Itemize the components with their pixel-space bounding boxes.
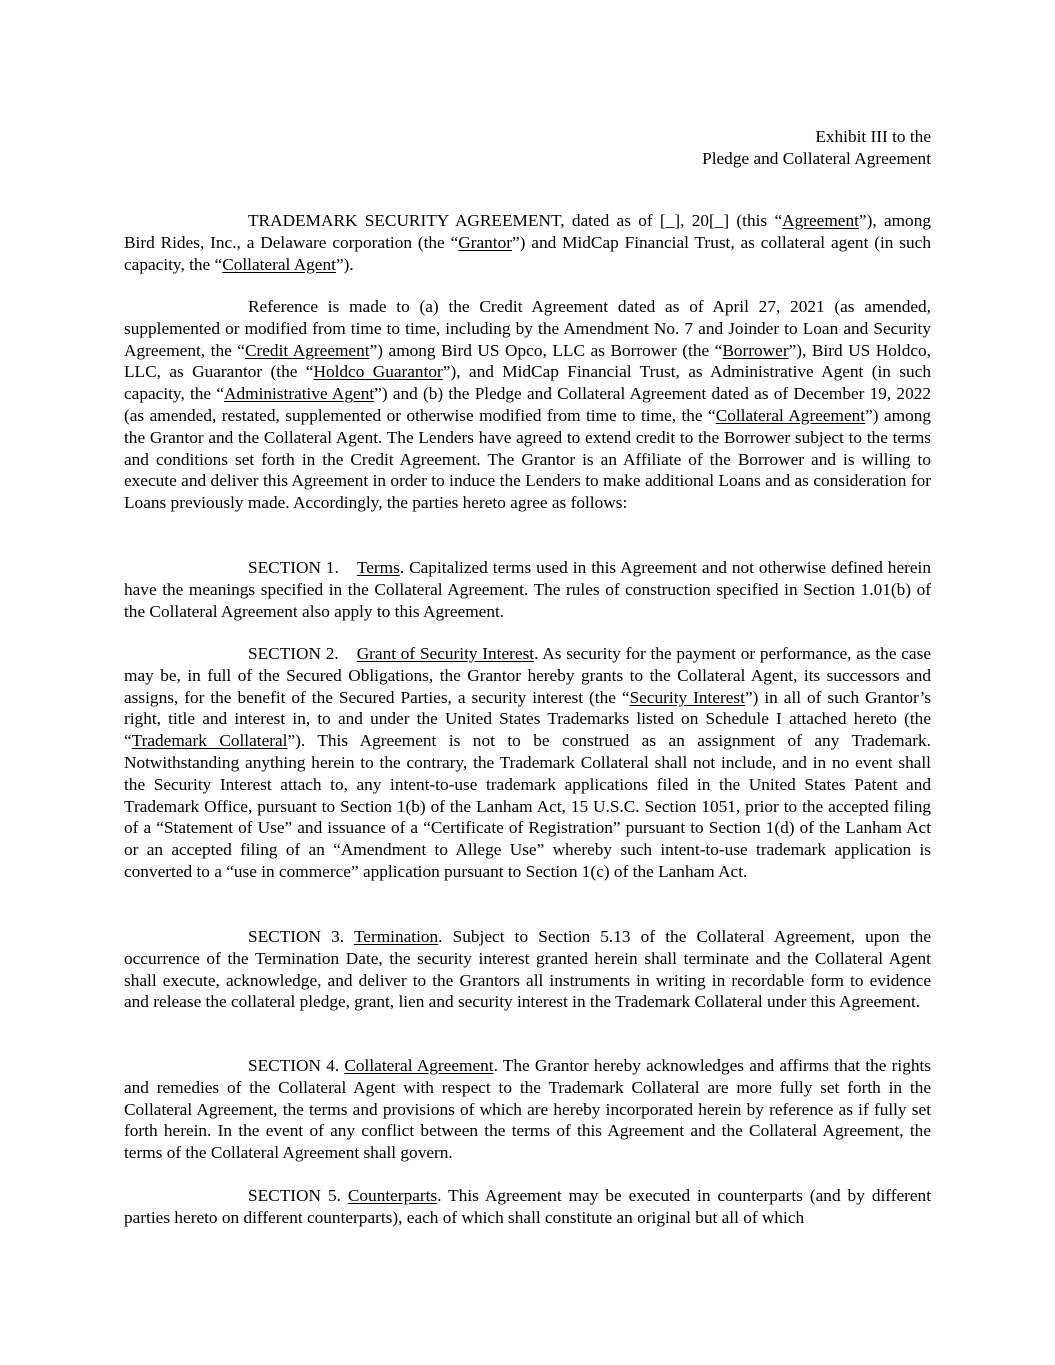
section-3-number: SECTION 3. xyxy=(248,927,345,946)
section-4-number: SECTION 4. xyxy=(248,1056,340,1075)
defined-term-administrative-agent: Administrative Agent xyxy=(224,384,375,404)
section-5-paragraph: SECTION 5. Counterparts. This Agreement may be executed in counterparts (and by different parties hereto on different counterparts), each of which shall constitute an original but all of which xyxy=(124,1186,931,1227)
intro-paragraph: TRADEMARK SECURITY AGREEMENT, dated as of [_], 20[_] (this “Agreement”), among Bird Rides, Inc., a Delaware corporation (the “Grantor”) and MidCap Financial Trust, as collateral agent (in such capacity, the “Collateral Agent”). xyxy=(124,211,931,274)
exhibit-line-1: Exhibit III to the xyxy=(815,127,931,146)
section-1-title: Terms xyxy=(356,558,400,577)
section-4-title: Collateral Agreement xyxy=(344,1056,494,1075)
section-1-number: SECTION 1. xyxy=(248,558,339,577)
section-4-paragraph: SECTION 4. Collateral Agreement. The Grantor hereby acknowledges and affirms that the rights and remedies of the Collateral Agent with respect to the Trademark Collateral are more fully set forth in the Collateral Agreement, the terms and provisions of which are hereby incorporated herein by reference as if fully set forth herein. In the event of any conflict between the terms of this Agreement and the Collateral Agreement, the terms of the Collateral Agreement shall govern. xyxy=(124,1056,932,1163)
section-2-title: Grant of Security Interest xyxy=(356,644,535,663)
exhibit-header xyxy=(702,126,931,170)
exhibit-line-2: Pledge and Collateral Agreement xyxy=(702,148,931,168)
defined-term-collateral-agent: Collateral Agent xyxy=(222,254,336,274)
defined-term-trademark-collateral: Trademark Collateral xyxy=(131,731,288,751)
section-3-title: Termination xyxy=(353,927,439,946)
section-3-paragraph: SECTION 3. Termination. Subject to Section 5.13 of the Collateral Agreement, upon the occurrence of the Termination Date, the security interest granted herein shall terminate and the Collateral Agent shall execute, acknowledge, and deliver to the Grantors all instruments in writing in recordable form to evidence and release the collateral pledge, grant, lien and security interest in the Trademark Collateral under this Agreement. xyxy=(124,927,931,1012)
section-1-paragraph: SECTION 1. Terms. Capitalized terms used in this Agreement and not otherwise defined herein have the meanings specified in the Collateral Agreement. The rules of construction specified in Section 1.01(b) of the Collateral Agreement also apply to this Agreement. xyxy=(124,558,931,621)
defined-term-holdco-guarantor: Holdco Guarantor xyxy=(313,362,443,382)
section-5-title: Counterparts xyxy=(347,1186,438,1205)
defined-term-grantor: Grantor xyxy=(458,232,512,252)
reference-paragraph: Reference is made to (a) the Credit Agreement dated as of April 27, 2021 (as amended, supplemented or modified from time to time, including by the Amendment No. 7 and Joinder to Loan and Security Agreement, the “Credit Agreement”) among Bird US Opco, LLC as Borrower (the “Borrower”), Bird US Holdco, LLC, as Guarantor (the “Holdco Guarantor”), and MidCap Financial Trust, as Administrative Agent (in such capacity, the “Administrative Agent”) and (b) the Pledge and Collateral Agreement dated as of December 19, 2022 (as amended, restated, supplemented or otherwise modified from time to time, the “Collateral Agreement”) among the Grantor and the Collateral Agent. The Lenders have agreed to extend credit to the Borrower subject to the terms and conditions set forth in the Credit Agreement. The Grantor is an Affiliate of the Borrower and is willing to execute and deliver this Agreement in order to induce the Lenders to make additional Loans and as consideration for Loans previously made. Accordingly, the parties hereto agree as follows: xyxy=(124,297,932,513)
section-2-number: SECTION 2. xyxy=(248,644,339,663)
defined-term-credit-agreement: Credit Agreement xyxy=(244,340,370,360)
section-5-number: SECTION 5. xyxy=(248,1186,341,1205)
defined-term-collateral-agreement: Collateral Agreement xyxy=(715,405,866,425)
defined-term-agreement: Agreement xyxy=(782,211,859,230)
defined-term-borrower: Borrower xyxy=(722,340,789,360)
section-2-paragraph: SECTION 2. Grant of Security Interest. As security for the payment or performance, as the case may be, in full of the Secured Obligations, the Grantor hereby grants to the Collateral Agent, its successors and assigns, for the benefit of the Secured Parties, a security interest (the “Security Interest”) in all of such Grantor’s right, title and interest in, to and under the United States Trademarks listed on Schedule I attached hereto (the “Trademark Collateral”). This Agreement is not to be construed as an assignment of any Trademark. Notwithstanding anything herein to the contrary, the Trademark Collateral shall not include, and in no event shall the Security Interest attach to, any intent-to-use trademark applications filed in the United States Patent and Trademark Office, pursuant to Section 1(b) of the Lanham Act, 15 U.S.C. Section 1051, prior to the accepted filing of a “Statement of Use” and issuance of a “Certificate of Registration” pursuant to Section 1(d) of the Lanham Act or an accepted filing of an “Amendment to Allege Use” whereby such intent-to-use trademark application is converted to a “use in commerce” application pursuant to Section 1(c) of the Lanham Act. xyxy=(124,644,931,881)
defined-term-security-interest: Security Interest xyxy=(629,687,745,707)
